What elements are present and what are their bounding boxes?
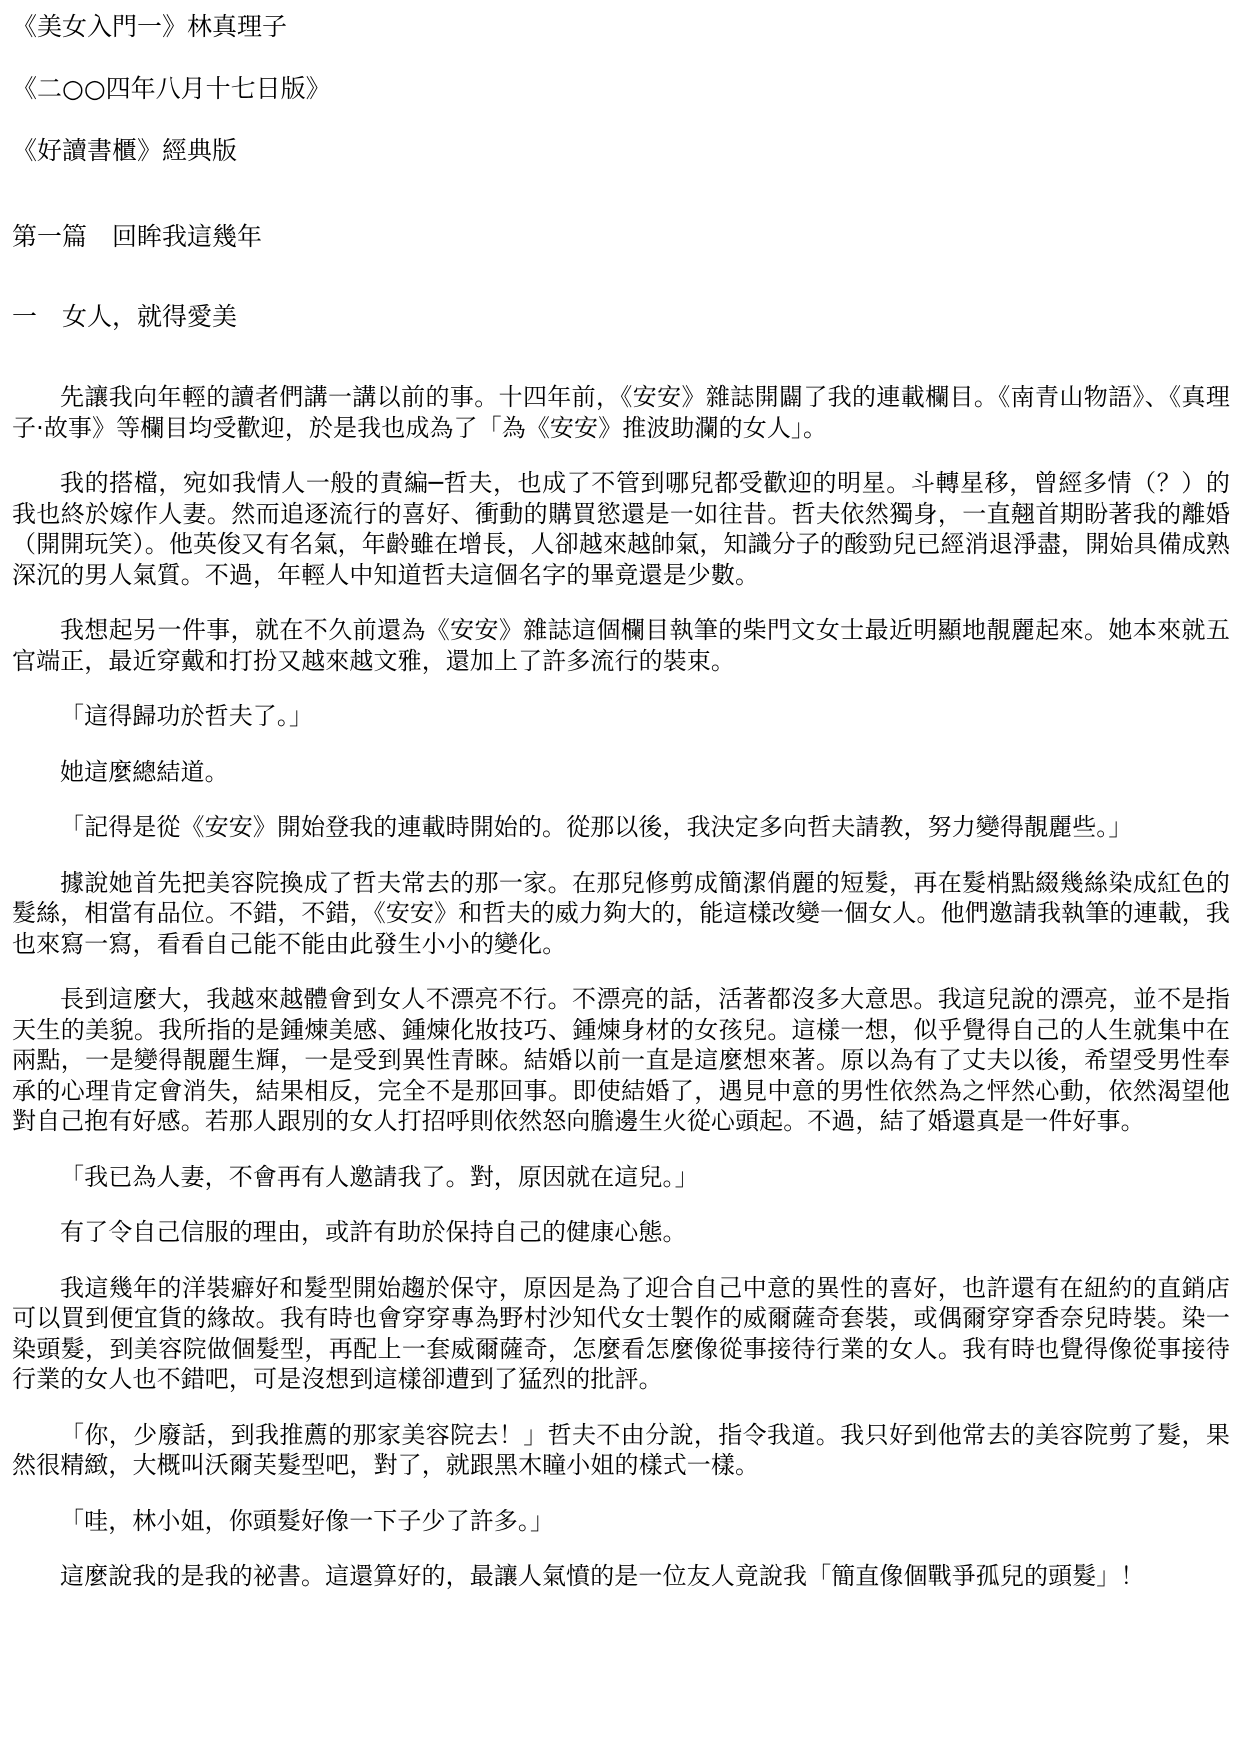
paragraph: 這麼說我的是我的祕書。這還算好的，最讓人氣憤的是一位友人竟說我「簡直像個戰爭孤兒的頭髮」！ bbox=[60, 1562, 1145, 1590]
paragraph: 「這得歸功於哲夫了。」 bbox=[60, 702, 314, 730]
edition-date-line: 《二○○四年八月十七日版》 bbox=[12, 74, 331, 103]
document-page bbox=[12, 10, 1230, 1617]
paragraph: 「我已為人妻，不會再有人邀請我了。對，原因就在這兒。」 bbox=[60, 1162, 699, 1191]
book-title-line: 《美女入門一》林真理子 bbox=[12, 12, 288, 41]
paragraph: 她這麼總結道。 bbox=[60, 757, 229, 786]
paragraph: 「哇，林小姐，你頭髮好像一下子少了許多。」 bbox=[60, 1506, 555, 1535]
edition-name-line: 《好讀書櫃》經典版 bbox=[12, 136, 238, 165]
part-title: 第一篇 回眸我這幾年 bbox=[12, 222, 263, 251]
paragraph: 「你，少廢話，到我推薦的那家美容院去！」哲夫不由分說，指令我道。我只好到他常去的美容院剪了髮，果然很精緻，大概叫沃爾芙髮型吧，對了，就跟黑木瞳小姐的樣式一樣。 bbox=[12, 1420, 1230, 1479]
paragraph: 「記得是從《安安》開始登我的連載時開始的。從那以後，我決定多向哲夫請教，努力變得靚麗些。」 bbox=[60, 813, 1133, 841]
paragraph: 我的搭檔，宛如我情人一般的責編─哲夫，也成了不管到哪兒都受歡迎的明星。斗轉星移，曾經多情（？）的我也終於嫁作人妻。然而追逐流行的喜好、衝動的購買慾還是一如往昔。哲夫依然獨身，一直翹首期盼著我的離婚（開開玩笑）。他英俊又有名氣，年齡雖在增長，人卻越來越帥氣，知識分子的酸勁兒已經消退淨盡，開始具備成熟深沉的男人氣質。不過，年輕人中知道哲夫這個名字的畢竟還是少數。 bbox=[12, 469, 1230, 589]
paragraph: 有了令自己信服的理由，或許有助於保持自己的健康心態。 bbox=[60, 1218, 687, 1246]
paragraph: 先讓我向年輕的讀者們講一講以前的事。十四年前，《安安》雜誌開闢了我的連載欄目。《南青山物語》、《真理子·故事》等欄目均受歡迎，於是我也成為了「為《安安》推波助瀾的女人」。 bbox=[12, 383, 1230, 442]
paragraph: 長到這麼大，我越來越體會到女人不漂亮不行。不漂亮的話，活著都沒多大意思。我這兒說的漂亮，並不是指天生的美貌。我所指的是鍾煉美感、鍾煉化妝技巧、鍾煉身材的女孩兒。這樣一想，似乎覺得自己的人生就集中在兩點，一是變得靚麗生輝，一是受到異性青睞。結婚以前一直是這麼想來著。原以為有了丈夫以後，希望受男性奉承的心理肯定會消失，結果相反，完全不是那回事。即使結婚了，遇見中意的男性依然為之怦然心動，依然渴望他對自己抱有好感。若那人跟別的女人打招呼則依然怒向膽邊生火從心頭起。不過，結了婚還真是一件好事。 bbox=[12, 985, 1230, 1135]
chapter-title: 一 女人，就得愛美 bbox=[12, 302, 238, 331]
paragraph: 我想起另一件事，就在不久前還為《安安》雜誌這個欄目執筆的柴門文女士最近明顯地靚麗起來。她本來就五官端正，最近穿戴和打扮又越來越文雅，還加上了許多流行的裝束。 bbox=[12, 616, 1230, 675]
paragraph: 據說她首先把美容院換成了哲夫常去的那一家。在那兒修剪成簡潔俏麗的短髮，再在髮梢點綴幾絲染成紅色的髮絲，相當有品位。不錯，不錯，《安安》和哲夫的威力夠大的，能這樣改變一個女人。他們邀請我執筆的連載，我也來寫一寫，看看自己能不能由此發生小小的變化。 bbox=[12, 868, 1230, 958]
paragraph: 我這幾年的洋裝癖好和髮型開始趨於保守，原因是為了迎合自己中意的異性的喜好，也許還有在紐約的直銷店可以買到便宜貨的緣故。我有時也會穿穿專為野村沙知代女士製作的威爾薩奇套裝，或偶爾穿穿香奈兒時裝。染一染頭髮，到美容院做個髮型，再配上一套威爾薩奇，怎麼看怎麼像從事接待行業的女人。我有時也覺得像從事接待行業的女人也不錯吧，可是沒想到這樣卻遭到了猛烈的批評。 bbox=[12, 1273, 1230, 1393]
